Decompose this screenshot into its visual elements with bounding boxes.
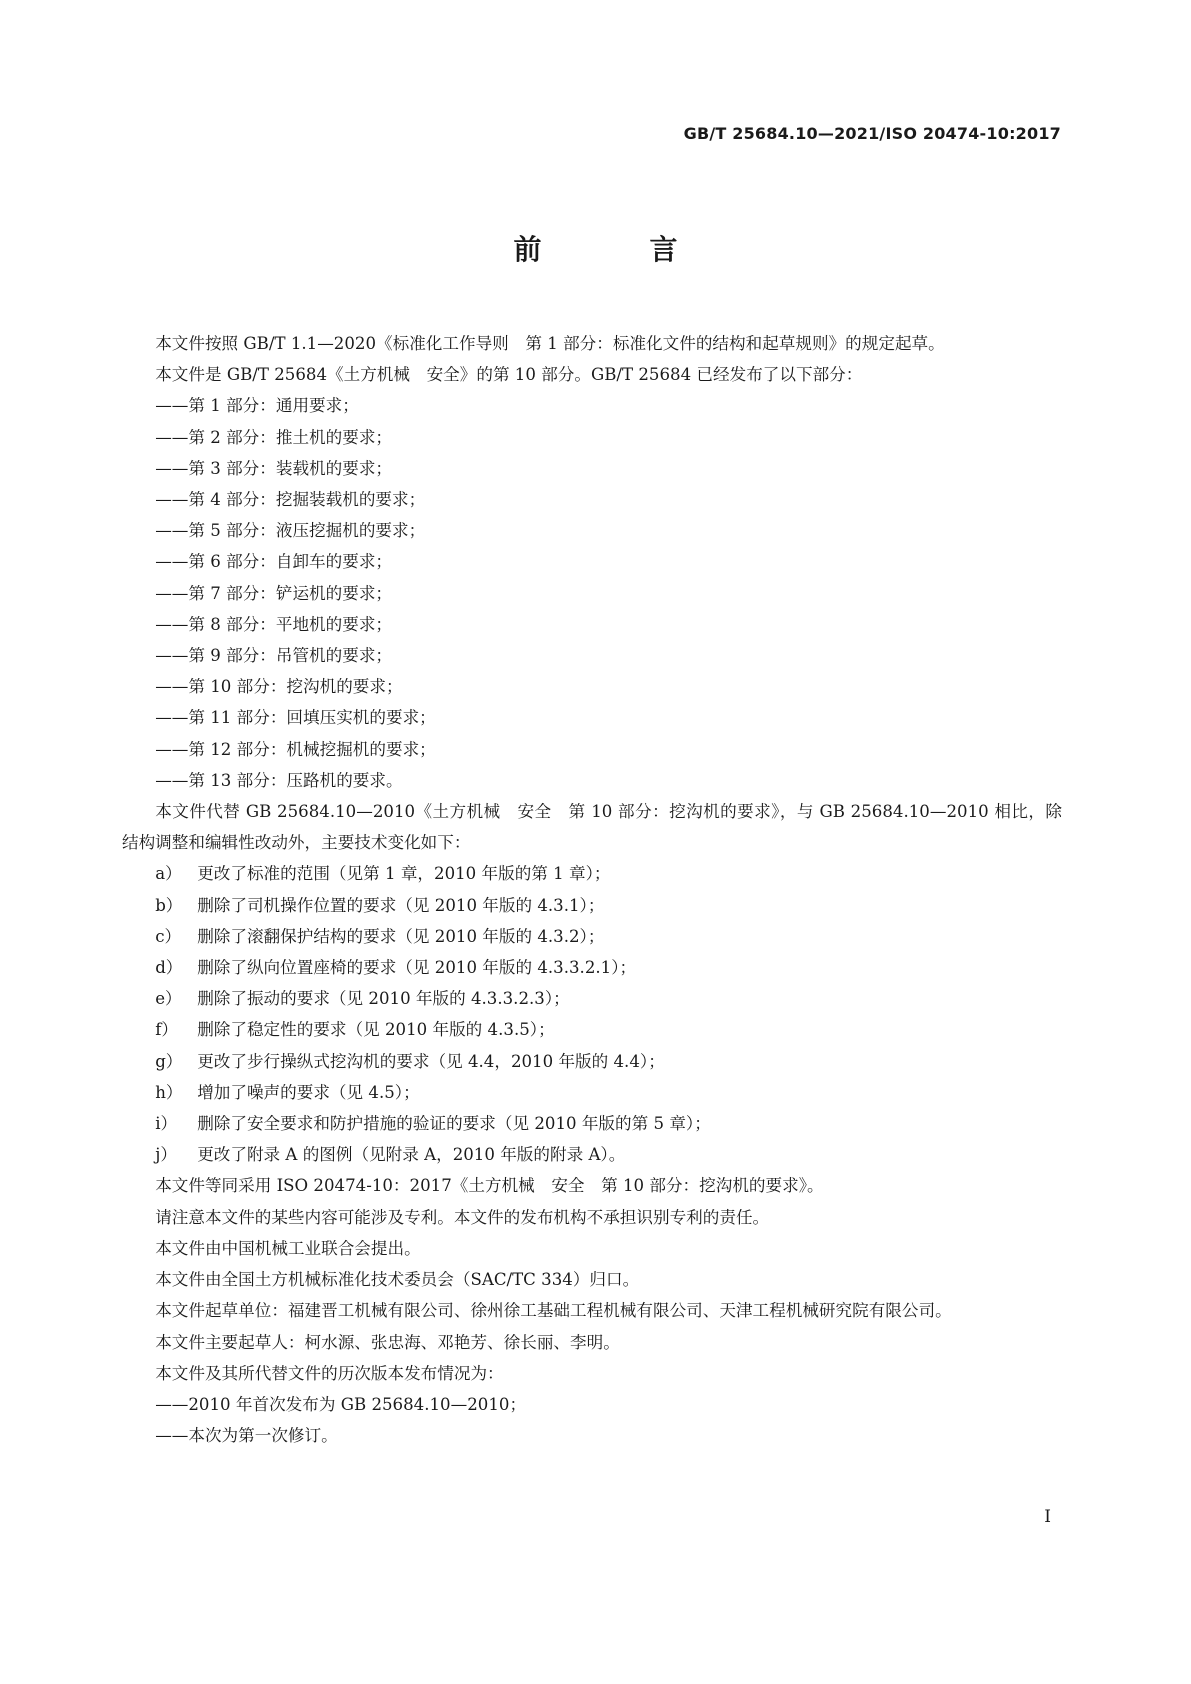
list-item	[122, 453, 1062, 484]
paragraph-version-history: 本文件及其所代替文件的历次版本发布情况为：	[155, 1363, 504, 1383]
paragraph-drafting-rules: 本文件按照 GB/T 1.1—2020《标准化工作导则 第 1 部分：标准化文件的结构和起草规则》的规定起草。	[155, 334, 945, 353]
list-item	[122, 734, 1062, 765]
list-item-text: 删除了振动的要求（见 2010 年版的 4.3.3.2.3）；	[197, 989, 570, 1009]
list-item	[122, 546, 1062, 577]
list-item-text: 第 5 部分：液压挖掘机的要求；	[188, 521, 426, 541]
list-item-text: 第 12 部分：机械挖掘机的要求；	[188, 739, 436, 759]
list-item-text: 删除了稳定性的要求（见 2010 年版的 4.3.5）；	[197, 1020, 555, 1040]
item-letter: c）	[155, 926, 182, 946]
list-item	[122, 1077, 1062, 1108]
item-letter: b）	[155, 895, 183, 915]
list-item-text: 第 6 部分：自卸车的要求；	[188, 552, 393, 572]
list-item-text: 删除了安全要求和防护措施的验证的要求（见 2010 年版的第 5 章）；	[197, 1114, 711, 1134]
list-item	[122, 578, 1062, 609]
dash-prefix: ——	[155, 521, 189, 541]
list-item-text: 第 10 部分：挖沟机的要求；	[188, 677, 403, 697]
item-letter: e）	[155, 989, 182, 1009]
list-item-text: 第 9 部分：吊管机的要求；	[188, 646, 393, 666]
dash-prefix: ——	[155, 1394, 189, 1414]
list-item	[122, 422, 1062, 453]
paragraph-drafting-organizations: 本文件起草单位：福建晋工机械有限公司、徐州徐工基础工程机械有限公司、天津工程机械研究院有限公司。	[155, 1301, 952, 1321]
item-letter: g）	[155, 1051, 183, 1071]
list-item-text: 增加了噪声的要求（见 4.5）；	[197, 1082, 420, 1102]
item-letter: h）	[155, 1082, 183, 1102]
list-item-text: 第 4 部分：挖掘装载机的要求；	[188, 490, 426, 510]
list-item	[122, 952, 1062, 983]
item-letter: j）	[155, 1145, 177, 1165]
list-item	[122, 890, 1062, 921]
list-item	[122, 1108, 1062, 1139]
dash-prefix: ——	[155, 458, 189, 478]
list-item	[122, 1420, 1062, 1451]
item-letter: d）	[155, 958, 183, 978]
list-item	[122, 1389, 1062, 1420]
item-letter: i）	[155, 1114, 178, 1134]
list-item	[122, 921, 1062, 952]
list-item	[122, 390, 1062, 421]
list-item-text: 更改了步行操纵式挖沟机的要求（见 4.4，2010 年版的 4.4）；	[197, 1051, 665, 1071]
dash-prefix: ——	[155, 396, 189, 416]
paragraph-proposed-by: 本文件由中国机械工业联合会提出。	[155, 1238, 421, 1258]
list-item	[122, 515, 1062, 546]
dash-prefix: ——	[155, 583, 189, 603]
item-letter: a）	[155, 864, 182, 884]
dash-prefix: ——	[155, 614, 189, 634]
list-item-text: 本次为第一次修订。	[188, 1426, 338, 1446]
list-item-text: 删除了纵向位置座椅的要求（见 2010 年版的 4.3.3.2.1）；	[197, 958, 637, 978]
list-item	[122, 1139, 1062, 1170]
list-item	[122, 765, 1062, 796]
dash-prefix: ——	[155, 646, 189, 666]
foreword-content	[122, 328, 1062, 1451]
standard-number-header: GB/T 25684.10—2021/ISO 20474-10:2017	[683, 124, 1061, 143]
dash-prefix: ——	[155, 770, 189, 790]
list-item-text: 第 13 部分：压路机的要求。	[188, 770, 403, 790]
paragraph-replacement: 本文件代替 GB 25684.10—2010《土方机械 安全 第 10 部分：挖沟机的要求》，与 GB 25684.10—2010 相比，除结构调整和编辑性改动外，主要技术变化如下：	[122, 802, 1062, 853]
list-item-text: 第 7 部分：铲运机的要求；	[188, 583, 393, 603]
list-item	[122, 671, 1062, 702]
parts-list	[122, 390, 1062, 796]
list-item-text: 2010 年首次发布为 GB 25684.10—2010；	[188, 1394, 527, 1414]
list-item-text: 第 8 部分：平地机的要求；	[188, 614, 393, 634]
list-item	[122, 858, 1062, 889]
dash-prefix: ——	[155, 1426, 189, 1446]
dash-prefix: ——	[155, 427, 189, 447]
list-item	[122, 983, 1062, 1014]
dash-prefix: ——	[155, 708, 189, 728]
list-item-text: 删除了司机操作位置的要求（见 2010 年版的 4.3.1）；	[197, 895, 605, 915]
list-item	[122, 702, 1062, 733]
dash-prefix: ——	[155, 552, 189, 572]
list-item-text: 第 3 部分：装载机的要求；	[188, 458, 393, 478]
list-item-text: 更改了附录 A 的图例（见附录 A，2010 年版的附录 A）。	[197, 1145, 626, 1165]
dash-prefix: ——	[155, 739, 189, 759]
dash-prefix: ——	[155, 677, 189, 697]
list-item-text: 第 2 部分：推土机的要求；	[188, 427, 393, 447]
list-item	[122, 484, 1062, 515]
list-item	[122, 640, 1062, 671]
list-item-text: 更改了标准的范围（见第 1 章，2010 年版的第 1 章）；	[197, 864, 611, 884]
list-item-text: 删除了滚翻保护结构的要求（见 2010 年版的 4.3.2）；	[197, 926, 605, 946]
paragraph-drafters: 本文件主要起草人：柯水源、张忠海、邓艳芳、徐长丽、李明。	[155, 1332, 620, 1352]
paragraph-patent-notice: 请注意本文件的某些内容可能涉及专利。本文件的发布机构不承担识别专利的责任。	[155, 1207, 770, 1227]
item-letter: f）	[155, 1020, 178, 1040]
dash-prefix: ——	[155, 490, 189, 510]
list-item-text: 第 1 部分：通用要求；	[188, 396, 359, 416]
list-item-text: 第 11 部分：回填压实机的要求；	[188, 708, 436, 728]
page-title: 前 言	[513, 233, 718, 266]
list-item	[122, 1014, 1062, 1045]
history-list	[122, 1389, 1062, 1451]
paragraph-technical-committee: 本文件由全国土方机械标准化技术委员会（SAC/TC 334）归口。	[155, 1270, 640, 1290]
paragraph-series-intro: 本文件是 GB/T 25684《土方机械 安全》的第 10 部分。GB/T 25684 已经发布了以下部分：	[155, 365, 863, 385]
list-item	[122, 1046, 1062, 1077]
page-number: I	[1044, 1507, 1051, 1527]
changes-list	[122, 858, 1062, 1170]
paragraph-iso-adoption: 本文件等同采用 ISO 20474-10：2017《土方机械 安全 第 10 部分：挖沟机的要求》。	[155, 1176, 824, 1196]
list-item	[122, 609, 1062, 640]
